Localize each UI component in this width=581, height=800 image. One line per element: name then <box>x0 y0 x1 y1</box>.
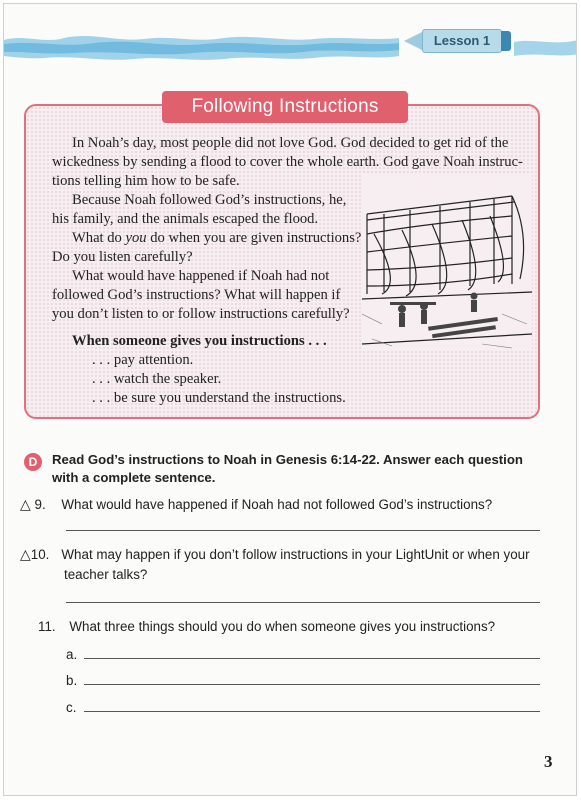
pencil-tip-icon <box>404 32 422 50</box>
bullet-item: . . . be sure you understand the instructions. <box>92 390 346 406</box>
pencil-cap-icon <box>501 31 511 51</box>
bullet-item: . . . pay attention. <box>92 352 194 368</box>
bullet-item: . . . watch the speaker. <box>92 371 222 387</box>
instructions-line: with a complete sentence. <box>52 470 216 485</box>
paragraph-1-line: wickedness by sending a flood to cover the whole earth. God gave Noah instruc- <box>52 154 523 170</box>
section-letter-badge: D <box>24 453 42 471</box>
paragraph-1-line: In Noah’s day, most people did not love God. God decided to get rid of the <box>72 135 509 151</box>
paragraph-3-line: you don’t listen to or follow instructions carefully? <box>52 306 350 322</box>
lesson-label: Lesson 1 <box>422 29 502 53</box>
q1-emphasis: you <box>125 230 147 246</box>
paragraph-3-line: What would have happened if Noah had not <box>72 268 330 284</box>
section-instructions <box>52 451 542 487</box>
part-c-label: c. <box>66 700 77 715</box>
paragraph-2-line: Because Noah followed God’s instructions, he, <box>72 192 347 208</box>
question-text: What three things should you do when someone gives you instructions? <box>69 619 496 634</box>
page-number: 3 <box>544 752 553 771</box>
question-9 <box>20 494 492 515</box>
question-text: What would have happened if Noah had not followed God’s instructions? <box>61 497 493 512</box>
question-line-2: Do you listen carefully? <box>52 249 193 265</box>
paragraph-1-line: tions telling him how to be safe. <box>52 173 240 189</box>
question-number: 11. <box>38 619 56 634</box>
paragraph-3-line: followed God’s instructions? What will happen if <box>52 287 341 303</box>
story-title: Following Instructions <box>162 91 408 123</box>
instructions-line: Read God’s instructions to Noah in Genesis 6:14-22. Answer each question <box>52 452 523 467</box>
answer-line-11a[interactable] <box>84 658 540 659</box>
story-body <box>52 191 362 408</box>
part-a-label: a. <box>66 647 78 662</box>
question-text: teacher talks? <box>64 567 148 582</box>
answer-line-9[interactable] <box>66 530 540 531</box>
question-10 <box>20 544 540 585</box>
answer-line-11c[interactable] <box>84 711 540 712</box>
triangle-icon: △ <box>20 496 31 512</box>
question-11 <box>38 617 495 637</box>
noah-ark-illustration <box>362 174 532 350</box>
question-line <box>52 229 362 248</box>
answer-line-11b[interactable] <box>84 684 540 685</box>
lead-in: When someone gives you instructions . . . <box>72 333 327 349</box>
part-b-label: b. <box>66 673 78 688</box>
question-text: What may happen if you don’t follow instructions in your LightUnit or when your <box>61 547 530 562</box>
q1-pre: What do <box>72 230 126 246</box>
worksheet-page <box>3 3 577 796</box>
paragraph-2-line: his family, and the animals escaped the flood. <box>52 211 319 227</box>
triangle-icon: △ <box>20 546 31 562</box>
answer-line-10[interactable] <box>66 602 540 603</box>
question-number: 9. <box>34 497 46 512</box>
question-number: 10. <box>30 547 50 562</box>
q1-post: do when you are given instructions? <box>146 230 362 246</box>
